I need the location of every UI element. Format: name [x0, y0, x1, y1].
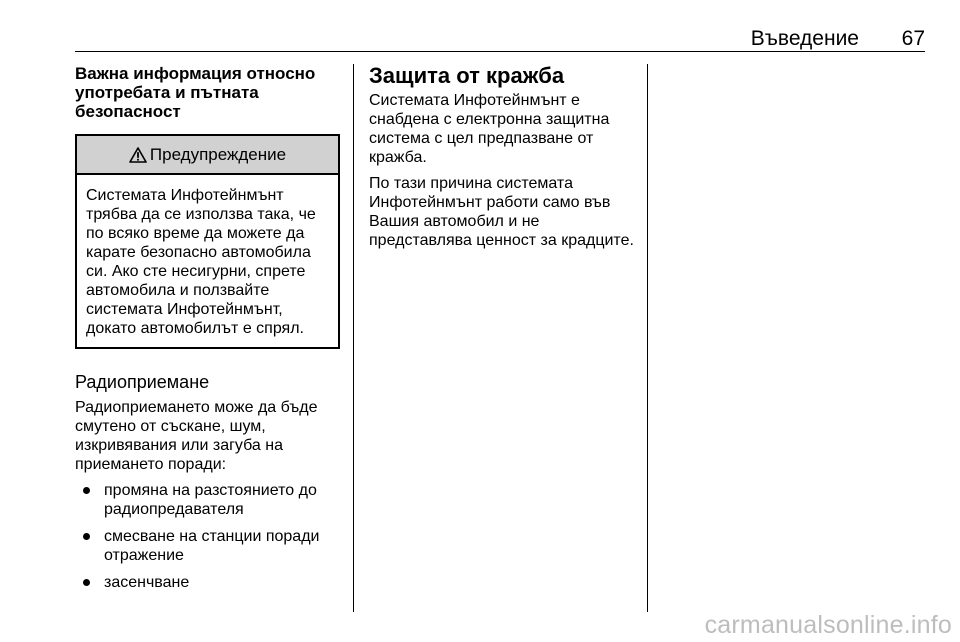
page-header [75, 26, 925, 52]
page-number: 67 [901, 27, 925, 50]
list-item [75, 481, 340, 519]
bullet-icon [83, 579, 90, 586]
theft-protection-paragraph-2: По тази причина системата Инфотейнмънт работи само във Вашия автомобил и не представлява ценност за крадците. [369, 175, 634, 249]
warning-triangle-icon [129, 147, 147, 163]
middle-column [369, 64, 639, 257]
list-item-text: смесване на станции поради отражение [104, 528, 320, 564]
header-section-title: Въведение [750, 27, 859, 50]
bullet-icon [83, 487, 90, 494]
theft-protection-paragraph-1: Системата Инфотейнмънт е снабдена с електронна защитна система с цел предпазване от кражба. [369, 92, 610, 166]
radio-causes-list [75, 481, 340, 592]
list-item-text: засенчване [104, 574, 190, 591]
usage-safety-heading: Важна информация относно употребата и пътната безопасност [75, 64, 316, 121]
column-divider-left [353, 64, 354, 612]
list-item [75, 527, 340, 565]
left-column [75, 64, 340, 600]
watermark: carmanualsonline.info [704, 611, 952, 639]
warning-box [75, 134, 340, 349]
bullet-icon [83, 533, 90, 540]
list-item-text: промяна на разстоянието до радиопредавателя [104, 482, 317, 518]
theft-protection-heading: Защита от кражба [369, 63, 565, 88]
radio-reception-text: Радиоприемането може да бъде смутено от съскане, шум, изкривявания или загуба на приемането поради: [75, 399, 318, 473]
warning-title-bar [77, 136, 338, 175]
radio-reception-heading: Радиоприемане [75, 372, 210, 392]
warning-title: Предупреждение [149, 145, 287, 164]
column-divider-right [647, 64, 648, 612]
warning-text: Системата Инфотейнмънт трябва да се използва така, че по всяко време да можете да карате безопасно автомобила си. Ако сте несигурни, спрете автомобила и ползвайте системата Инфотейнмънт, докато автомобилът е спрял. [86, 187, 316, 337]
list-item [75, 573, 340, 592]
